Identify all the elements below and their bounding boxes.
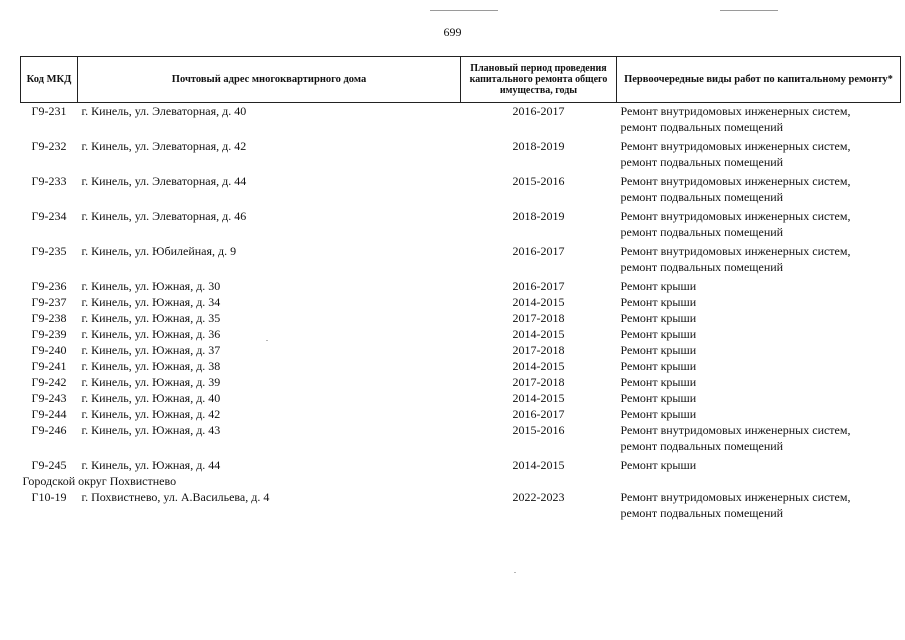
row-work-line: ремонт подвальных помещений — [620, 260, 784, 274]
scan-speck — [514, 572, 516, 573]
row-address: г. Кинель, ул. Элеваторная, д. 42 — [81, 139, 247, 153]
row-address: г. Кинель, ул. Южная, д. 44 — [81, 458, 221, 472]
table-row — [21, 374, 901, 390]
row-period: 2017-2018 — [512, 311, 565, 325]
row-work-line: Ремонт крыши — [620, 458, 697, 472]
table-header-row — [21, 57, 901, 103]
row-code: Г9-237 — [31, 295, 67, 309]
row-work-line: ремонт подвальных помещений — [620, 190, 784, 204]
row-work-line: Ремонт крыши — [620, 407, 697, 421]
row-work-line: Ремонт внутридомовых инженерных систем, — [620, 209, 851, 223]
table-row — [21, 138, 901, 173]
row-work-line: Ремонт крыши — [620, 279, 697, 293]
row-works — [617, 138, 901, 173]
row-works — [617, 310, 901, 326]
header-address: Почтовый адрес многоквартирного дома — [78, 57, 461, 103]
row-works — [617, 342, 901, 358]
row-address: г. Кинель, ул. Южная, д. 34 — [81, 295, 221, 309]
section-row — [21, 473, 901, 489]
row-works — [617, 243, 901, 278]
row-period: 2014-2015 — [512, 359, 565, 373]
section-title: Городской округ Похвистнево — [22, 474, 177, 488]
row-work-line: Ремонт внутридомовых инженерных систем, — [620, 174, 851, 188]
row-works — [617, 390, 901, 406]
row-period: 2016-2017 — [512, 104, 565, 118]
row-work-line: Ремонт крыши — [620, 391, 697, 405]
capital-repair-table — [20, 56, 901, 524]
row-works — [617, 294, 901, 310]
row-address: г. Кинель, ул. Элеваторная, д. 46 — [81, 209, 247, 223]
row-work-line: Ремонт внутридомовых инженерных систем, — [620, 139, 851, 153]
row-work-line: ремонт подвальных помещений — [620, 120, 784, 134]
row-period: 2014-2015 — [512, 391, 565, 405]
row-works — [617, 422, 901, 457]
row-period: 2015-2016 — [512, 174, 565, 188]
row-period: 2016-2017 — [512, 244, 565, 258]
row-code: Г9-231 — [31, 104, 67, 118]
row-works — [617, 208, 901, 243]
row-code: Г9-238 — [31, 311, 67, 325]
row-code: Г9-242 — [31, 375, 67, 389]
row-code: Г9-232 — [31, 139, 67, 153]
row-work-line: Ремонт крыши — [620, 295, 697, 309]
row-period: 2016-2017 — [512, 279, 565, 293]
row-address: г. Похвистнево, ул. А.Васильева, д. 4 — [81, 490, 270, 504]
row-code: Г9-241 — [31, 359, 67, 373]
row-code: Г9-236 — [31, 279, 67, 293]
row-code: Г9-233 — [31, 174, 67, 188]
row-code: Г9-243 — [31, 391, 67, 405]
row-period: 2016-2017 — [512, 407, 565, 421]
scan-speck — [266, 340, 268, 341]
row-period: 2014-2015 — [512, 327, 565, 341]
row-works — [617, 457, 901, 473]
row-work-line: ремонт подвальных помещений — [620, 225, 784, 239]
row-address: г. Кинель, ул. Южная, д. 40 — [81, 391, 221, 405]
row-period: 2022-2023 — [512, 490, 565, 504]
table-row — [21, 208, 901, 243]
row-period: 2014-2015 — [512, 295, 565, 309]
table-row — [21, 173, 901, 208]
row-period: 2014-2015 — [512, 458, 565, 472]
table-row — [21, 422, 901, 457]
row-address: г. Кинель, ул. Южная, д. 38 — [81, 359, 221, 373]
row-works — [617, 406, 901, 422]
row-address: г. Кинель, ул. Элеваторная, д. 40 — [81, 104, 247, 118]
row-address: г. Кинель, ул. Южная, д. 36 — [81, 327, 221, 341]
row-works — [617, 278, 901, 294]
table-row — [21, 390, 901, 406]
row-works — [617, 374, 901, 390]
row-works — [617, 103, 901, 139]
row-address: г. Кинель, ул. Элеваторная, д. 44 — [81, 174, 247, 188]
row-work-line: Ремонт внутридомовых инженерных систем, — [620, 244, 851, 258]
scan-edge-line-right — [720, 10, 778, 11]
table-row — [21, 103, 901, 139]
row-code: Г9-240 — [31, 343, 67, 357]
row-address: г. Кинель, ул. Южная, д. 42 — [81, 407, 221, 421]
row-code: Г9-234 — [31, 209, 67, 223]
row-work-line: Ремонт внутридомовых инженерных систем, — [620, 104, 851, 118]
header-works: Первоочередные виды работ по капитальному ремонту* — [617, 57, 901, 103]
row-code: Г9-246 — [31, 423, 67, 437]
table-row — [21, 457, 901, 473]
scan-edge-line-left — [430, 10, 498, 11]
row-code: Г9-245 — [31, 458, 67, 472]
header-code: Код МКД — [21, 57, 78, 103]
row-works — [617, 358, 901, 374]
row-work-line: Ремонт крыши — [620, 311, 697, 325]
row-work-line: ремонт подвальных помещений — [620, 506, 784, 520]
header-period: Плановый период проведения капитального ремонта общего имущества, годы — [461, 57, 617, 103]
table-row — [21, 310, 901, 326]
row-address: г. Кинель, ул. Южная, д. 39 — [81, 375, 221, 389]
row-works — [617, 173, 901, 208]
table-row — [21, 278, 901, 294]
row-address: г. Кинель, ул. Южная, д. 37 — [81, 343, 221, 357]
row-work-line: Ремонт крыши — [620, 359, 697, 373]
row-code: Г10-19 — [31, 490, 67, 504]
table-row — [21, 326, 901, 342]
row-code: Г9-244 — [31, 407, 67, 421]
row-work-line: Ремонт крыши — [620, 327, 697, 341]
row-code: Г9-239 — [31, 327, 67, 341]
row-works — [617, 489, 901, 524]
row-period: 2018-2019 — [512, 209, 565, 223]
table-row — [21, 342, 901, 358]
row-address: г. Кинель, ул. Южная, д. 30 — [81, 279, 221, 293]
row-period: 2017-2018 — [512, 375, 565, 389]
row-period: 2018-2019 — [512, 139, 565, 153]
row-work-line: Ремонт внутридомовых инженерных систем, — [620, 490, 851, 504]
row-code: Г9-235 — [31, 244, 67, 258]
table-row — [21, 294, 901, 310]
row-work-line: Ремонт крыши — [620, 343, 697, 357]
page-number: 699 — [443, 25, 462, 39]
row-work-line: Ремонт крыши — [620, 375, 697, 389]
table-row — [21, 406, 901, 422]
row-work-line: ремонт подвальных помещений — [620, 155, 784, 169]
table-row — [21, 358, 901, 374]
row-address: г. Кинель, ул. Южная, д. 35 — [81, 311, 221, 325]
row-works — [617, 326, 901, 342]
row-period: 2015-2016 — [512, 423, 565, 437]
row-address: г. Кинель, ул. Южная, д. 43 — [81, 423, 221, 437]
row-period: 2017-2018 — [512, 343, 565, 357]
table-row — [21, 243, 901, 278]
table-body — [21, 103, 901, 525]
table-row — [21, 489, 901, 524]
row-address: г. Кинель, ул. Юбилейная, д. 9 — [81, 244, 237, 258]
row-work-line: ремонт подвальных помещений — [620, 439, 784, 453]
row-work-line: Ремонт внутридомовых инженерных систем, — [620, 423, 851, 437]
